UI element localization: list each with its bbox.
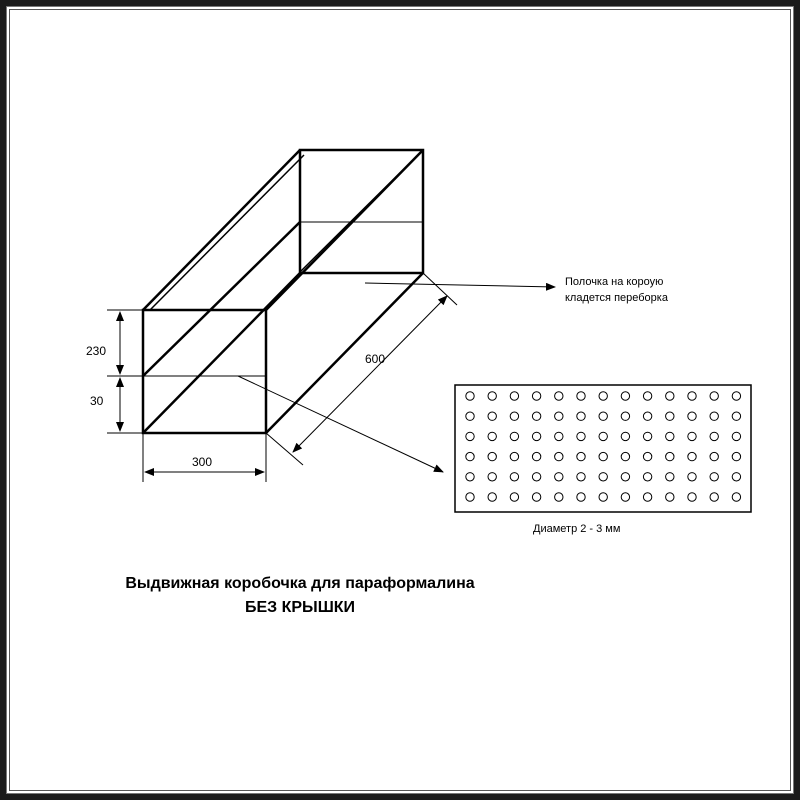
box-edge-top-left-inner: [150, 155, 304, 310]
shelf-note-leader: [365, 283, 555, 287]
caption-title: Выдвижная коробочка для параформалина: [125, 575, 475, 592]
shelf-note-line2: кладется переборка: [565, 292, 668, 304]
height-lower-label: 30: [90, 394, 104, 408]
panel-leader: [238, 376, 443, 472]
box-edge-bottom-right: [266, 273, 423, 433]
shelf-note-line1: Полочка на короую: [565, 276, 664, 288]
width-label: 300: [192, 455, 213, 469]
hole-diameter-note: Диаметр 2 - 3 мм: [533, 523, 621, 535]
length-label: 600: [365, 352, 386, 366]
height-dimension: [107, 310, 143, 433]
height-upper-label: 230: [86, 344, 107, 358]
box-edge-top-left: [143, 150, 300, 310]
box-edge-top-right-inner: [300, 155, 418, 272]
caption-subtitle: БЕЗ КРЫШКИ: [244, 599, 356, 616]
length-dimension: [266, 273, 457, 465]
box-outline: [143, 150, 423, 433]
